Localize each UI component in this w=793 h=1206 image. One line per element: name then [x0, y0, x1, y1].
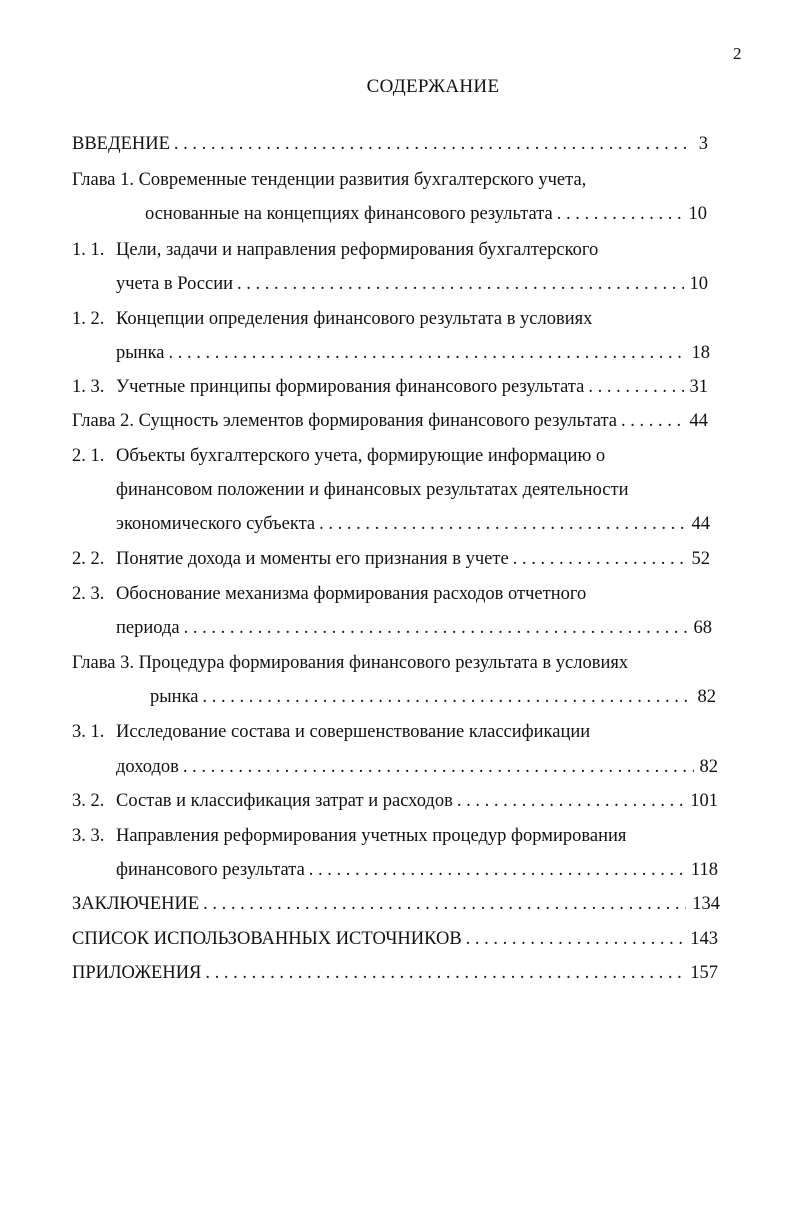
toc-section-3-1-line1[interactable] [72, 722, 590, 743]
section-number: 2. 3. [72, 584, 105, 604]
section-title: Исследование состава и совершенствование классификации [116, 722, 591, 742]
toc-entry-label: учета в России [116, 274, 234, 294]
toc-page-number: 3 [698, 134, 708, 154]
toc-entry-label: основанные на концепциях финансового результата [145, 204, 553, 224]
toc-entry-label: рынка [150, 687, 199, 707]
toc-section-1-2[interactable] [116, 343, 710, 364]
toc-entry-label: периода [116, 618, 180, 638]
toc-chapter-1[interactable] [145, 204, 707, 225]
toc-page-number: 44 [689, 411, 708, 431]
toc-section-1-1[interactable] [116, 274, 708, 295]
toc-page-number: 101 [690, 791, 718, 811]
toc-page-number: 18 [691, 343, 710, 363]
toc-section-3-1[interactable] [116, 757, 718, 778]
toc-entry-label: ЗАКЛЮЧЕНИЕ [72, 894, 200, 914]
toc-section-2-1-line1[interactable] [72, 446, 605, 467]
toc-page-number: 10 [689, 274, 708, 294]
section-number: 3. 1. [72, 722, 105, 742]
leader-dots [584, 377, 683, 398]
toc-entry-intro[interactable] [72, 134, 708, 155]
toc-page-number: 10 [688, 204, 707, 224]
toc-chapter-3[interactable] [150, 687, 716, 708]
toc-section-2-3-line1[interactable] [72, 584, 586, 605]
toc-section-1-2-line1[interactable] [72, 309, 592, 330]
section-number: 3. 3. [72, 826, 105, 846]
section-title: Учетные принципы формирования финансового результата [116, 377, 585, 397]
section-number: 2. 1. [72, 446, 105, 466]
leader-dots [179, 757, 694, 778]
leader-dots [165, 343, 686, 364]
toc-chapter-1-line1[interactable]: Глава 1. Современные тенденции развития бухгалтерского учета, [72, 170, 587, 190]
toc-section-1-3[interactable] [72, 377, 708, 398]
section-title: Объекты бухгалтерского учета, формирующие информацию о [116, 446, 606, 466]
toc-entry-conclusion[interactable] [72, 894, 720, 915]
toc-section-3-2[interactable] [72, 791, 718, 812]
leader-dots [305, 860, 685, 881]
leader-dots [233, 274, 683, 295]
toc-entry-label: ВВЕДЕНИЕ [72, 134, 170, 154]
leader-dots [201, 963, 684, 984]
toc-section-3-3[interactable] [116, 860, 718, 881]
toc-entry-label: Глава 2. Сущность элементов формирования финансового результата [72, 411, 617, 431]
page-number: 2 [733, 44, 742, 63]
leader-dots [617, 411, 684, 432]
toc-entry-label: финансового результата [116, 860, 305, 880]
toc-section-2-1[interactable] [116, 514, 710, 535]
section-number: 3. 2. [72, 791, 105, 811]
section-number: 1. 2. [72, 309, 105, 329]
toc-page-number: 44 [691, 514, 710, 534]
section-title: Направления реформирования учетных процедур формирования [116, 826, 627, 846]
leader-dots [509, 549, 686, 570]
toc-page-number: 31 [689, 377, 708, 397]
section-title: Состав и классификация затрат и расходов [116, 791, 453, 811]
leader-dots [199, 687, 692, 708]
leader-dots [315, 514, 685, 535]
toc-page-number: 157 [690, 963, 718, 983]
toc-entry-label: экономического субъекта [116, 514, 316, 534]
toc-section-1-1-line1[interactable] [72, 240, 598, 261]
toc-entry-label: СПИСОК ИСПОЛЬЗОВАННЫХ ИСТОЧНИКОВ [72, 929, 462, 949]
toc-section-2-1-line2[interactable]: финансовом положении и финансовых результатах деятельности [116, 480, 629, 500]
toc-page-number: 82 [699, 757, 718, 777]
leader-dots [553, 204, 683, 225]
toc-page-number: 82 [697, 687, 716, 707]
toc-page-number: 143 [690, 929, 718, 949]
toc-page-number: 134 [692, 894, 720, 914]
section-number: 1. 1. [72, 240, 105, 260]
leader-dots [199, 894, 686, 915]
section-number: 2. 2. [72, 549, 105, 569]
toc-entry-label: доходов [116, 757, 179, 777]
toc-section-3-3-line1[interactable] [72, 826, 626, 847]
section-title: Цели, задачи и направления реформирования бухгалтерского [116, 240, 599, 260]
section-title: Концепции определения финансового результата в условиях [116, 309, 593, 329]
leader-dots [170, 134, 693, 155]
toc-page-number: 68 [693, 618, 712, 638]
leader-dots [462, 929, 685, 950]
toc-section-2-3[interactable] [116, 618, 712, 639]
section-number: 1. 3. [72, 377, 105, 397]
toc-chapter-2[interactable] [72, 411, 708, 432]
toc-chapter-3-line1[interactable]: Глава 3. Процедура формирования финансового результата в условиях [72, 653, 629, 673]
toc-entry-label: рынка [116, 343, 165, 363]
toc-page-number: 52 [691, 549, 710, 569]
leader-dots [180, 618, 688, 639]
page-title: СОДЕРЖАНИЕ [366, 76, 500, 97]
toc-page-number: 118 [690, 860, 718, 880]
toc-entry-label: ПРИЛОЖЕНИЯ [72, 963, 202, 983]
leader-dots [453, 791, 684, 812]
toc-section-2-2[interactable] [72, 549, 710, 570]
section-title: Обоснование механизма формирования расходов отчетного [116, 584, 587, 604]
toc-entry-appendix[interactable] [72, 963, 718, 984]
section-title: Понятие дохода и моменты его признания в учете [116, 549, 509, 569]
toc-entry-sources[interactable] [72, 929, 718, 950]
